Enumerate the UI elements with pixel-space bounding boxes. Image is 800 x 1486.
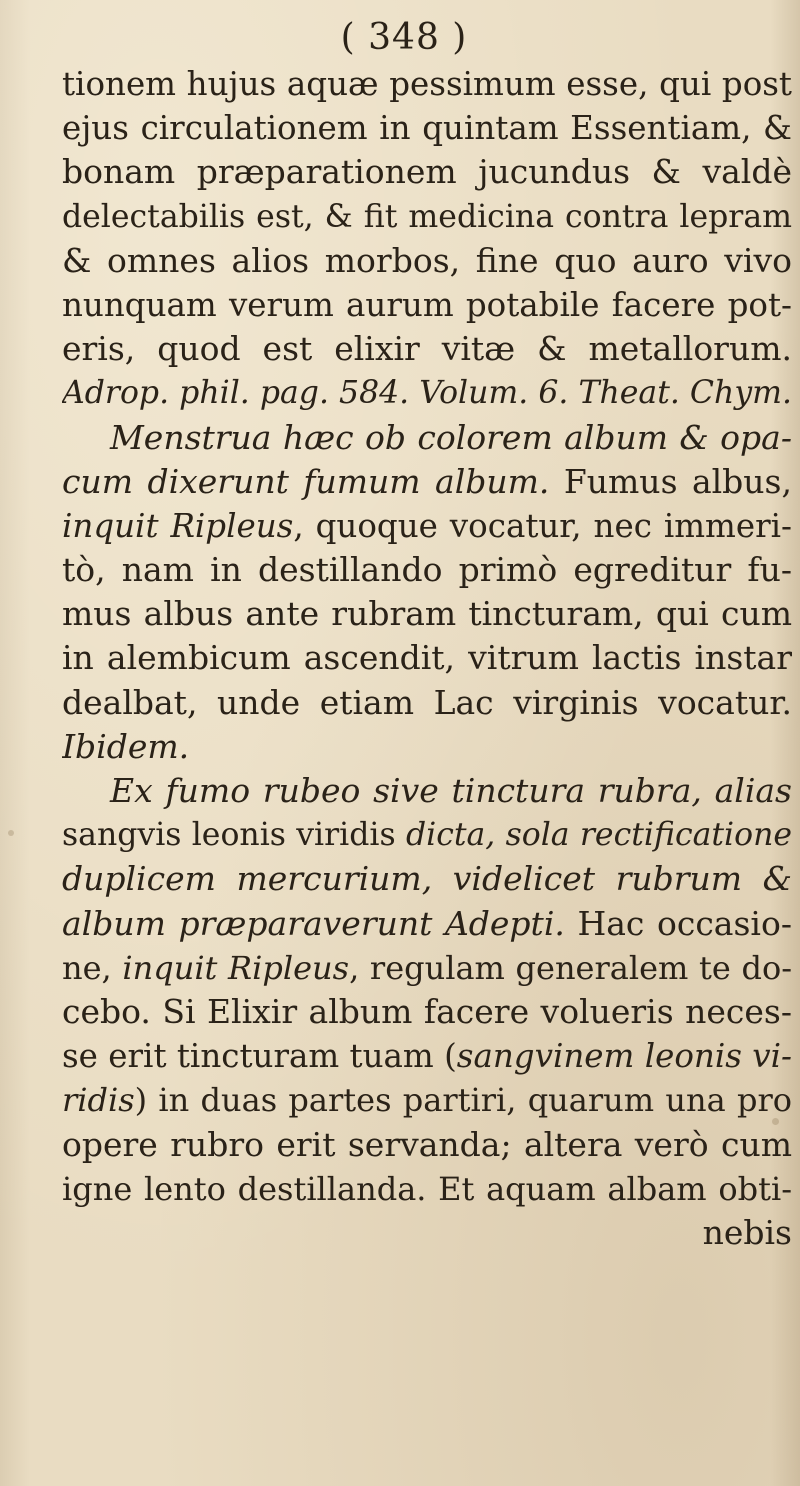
text-line xyxy=(62,592,792,636)
italic-segment: cum dixerunt fumum album. xyxy=(62,461,550,501)
text-line xyxy=(62,106,792,150)
roman-segment: Fumus albus, xyxy=(549,461,792,501)
roman-segment: cebo. Si Elixir album facere volueris neces- xyxy=(62,991,792,1031)
italic-segment: Ibidem. xyxy=(62,726,190,766)
text-line xyxy=(62,460,792,504)
roman-segment: & omnes alios morbos, fine quo auro vivo xyxy=(62,240,792,280)
roman-segment: tionem hujus aquæ pessimum esse, qui post xyxy=(62,65,792,103)
roman-segment: eris, quod est elixir vitæ & metallorum. xyxy=(62,329,792,369)
roman-segment: Hac occasio- xyxy=(564,903,792,943)
page-body xyxy=(62,62,792,1255)
italic-segment: duplicem mercurium, videlicet rubrum & xyxy=(62,859,792,899)
roman-segment: ejus circulationem in quintam Essentiam, & xyxy=(62,109,792,148)
roman-segment: ne, xyxy=(62,948,123,987)
text-line xyxy=(62,857,792,901)
text-line xyxy=(62,239,792,283)
text-line xyxy=(62,1167,792,1211)
italic-segment: ridis xyxy=(62,1081,135,1120)
text-line xyxy=(62,327,792,371)
roman-segment: igne lento destillanda. Et aquam albam obti- xyxy=(62,1169,792,1208)
text-line xyxy=(62,62,792,106)
text-line xyxy=(62,813,792,857)
roman-segment: sangvis leonis viridis xyxy=(62,817,406,854)
roman-segment: delectabilis est, & fit medicina contra lepram xyxy=(62,198,792,235)
text-line xyxy=(62,769,792,813)
roman-segment: nebis xyxy=(702,1212,792,1252)
book-page xyxy=(62,14,792,1414)
text-line xyxy=(62,902,792,946)
roman-segment: , quoque vocatur, nec immeri- xyxy=(293,506,792,545)
text-line xyxy=(62,1211,792,1255)
page-number: ( 348 ) xyxy=(340,17,468,58)
roman-segment: nunquam verum aurum potabile facere pot- xyxy=(62,285,792,324)
roman-segment: ) in duas partes partiri, quarum una pro xyxy=(134,1081,792,1120)
paper-stain xyxy=(772,1118,779,1125)
italic-segment: album præparaverunt Adepti. xyxy=(62,903,565,943)
roman-segment: opere rubro erit servanda; altera verò cum xyxy=(62,1124,792,1164)
text-line xyxy=(62,548,792,592)
italic-segment: inquit Ripleus xyxy=(122,948,350,987)
text-line xyxy=(62,283,792,327)
text-line xyxy=(62,1034,792,1078)
text-line xyxy=(62,416,792,460)
italic-segment: Ex fumo rubeo sive tinctura rubra, alias xyxy=(110,771,792,810)
text-line xyxy=(62,195,792,239)
roman-segment: se erit tincturam tuam ( xyxy=(62,1037,457,1076)
text-line xyxy=(62,681,792,725)
text-line xyxy=(62,636,792,680)
italic-segment: Adrop. phil. pag. 584. Volum. 6. Theat. Chym. xyxy=(62,375,792,412)
roman-segment: in alembicum ascendit, vitrum lactis instar xyxy=(62,638,792,678)
roman-segment: bonam præparationem jucundus & valdè xyxy=(62,152,792,192)
roman-segment: , regulam generalem te do- xyxy=(349,948,792,987)
roman-segment: tò, nam in destillando primò egreditur fu- xyxy=(62,550,792,590)
roman-segment: mus albus ante rubram tincturam, qui cum xyxy=(62,594,792,634)
text-line xyxy=(62,1123,792,1167)
text-line xyxy=(62,150,792,194)
roman-segment: dealbat, unde etiam Lac virginis vocatur. xyxy=(62,682,792,722)
italic-segment: inquit Ripleus xyxy=(62,506,294,545)
italic-segment: dicta, sola rectificatione xyxy=(405,817,792,854)
italic-segment: sangvinem leonis vi- xyxy=(456,1037,792,1076)
text-line xyxy=(62,725,792,769)
italic-segment: Menstrua hæc ob colorem album & opa- xyxy=(110,417,792,457)
text-line xyxy=(62,371,792,415)
text-line xyxy=(62,990,792,1034)
text-line xyxy=(62,504,792,548)
text-line xyxy=(62,946,792,990)
paper-stain xyxy=(8,830,14,836)
text-line xyxy=(62,1078,792,1122)
